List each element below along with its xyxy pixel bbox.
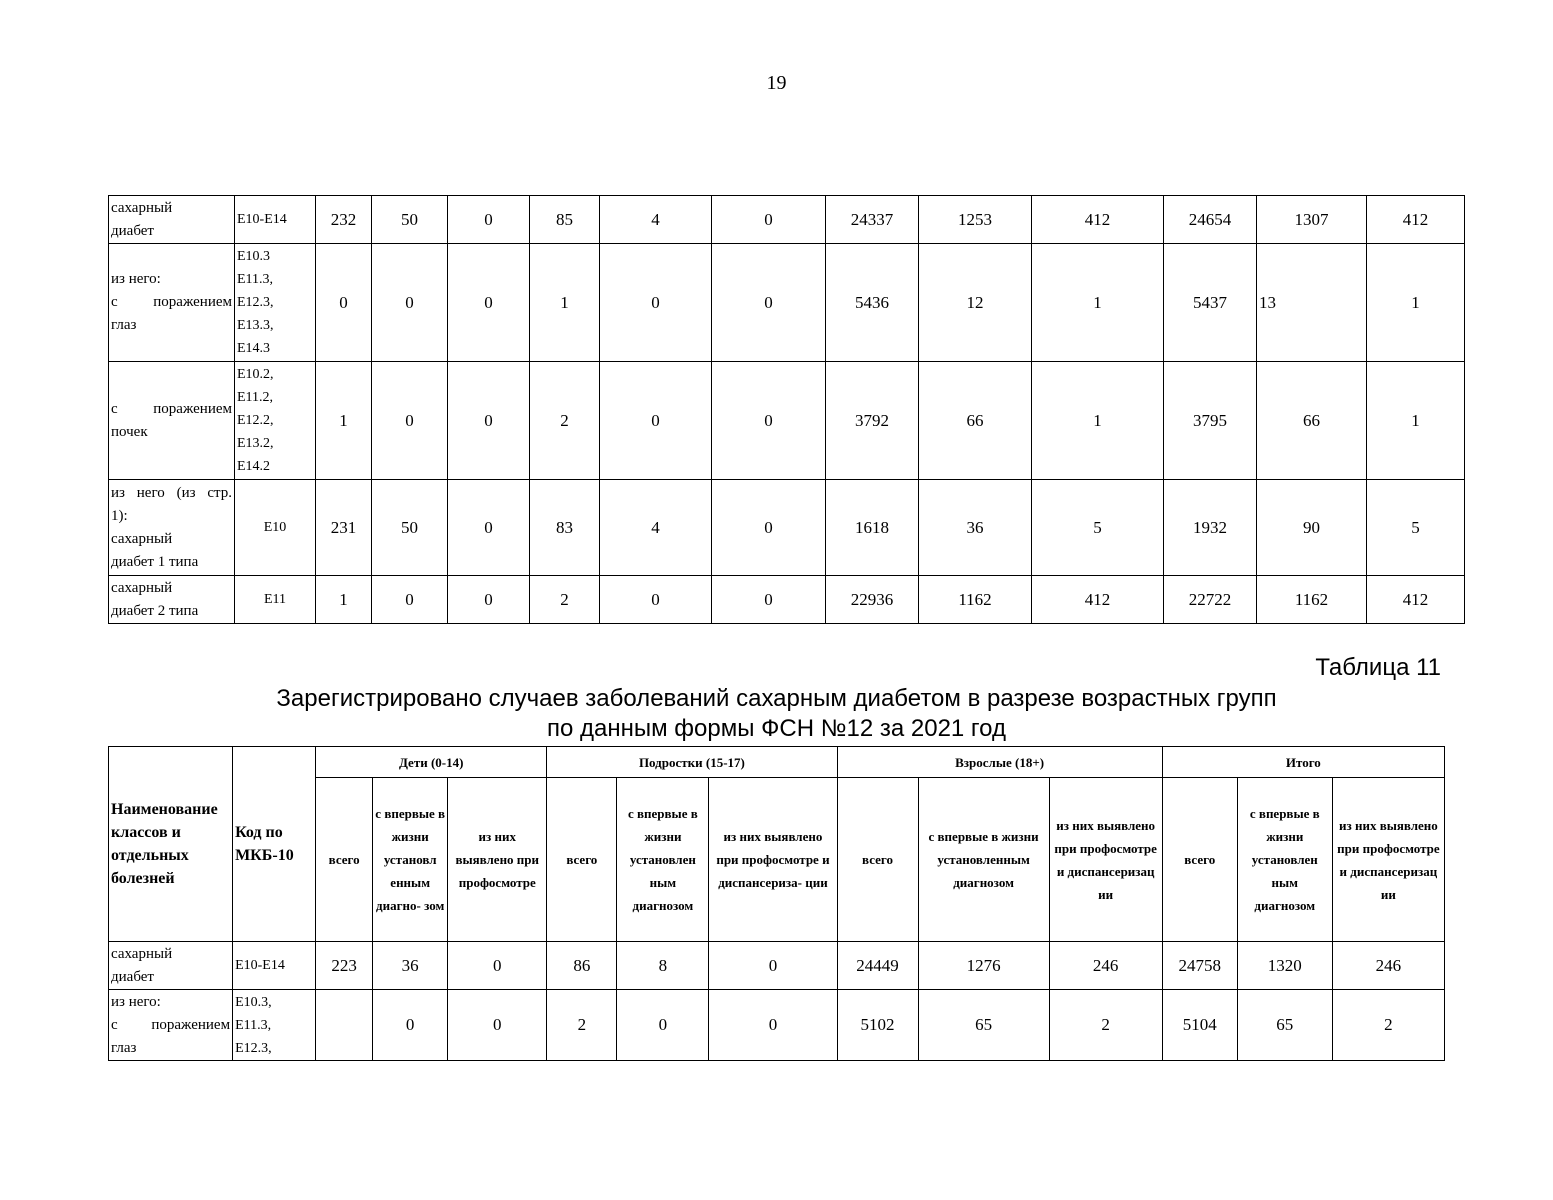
group-header-row [109,747,1445,778]
cell: 90 [1257,480,1367,576]
cell: 13 [1257,244,1367,362]
sub-header: из них выявлено при профосмотре и диспансеризац ии [1332,778,1444,942]
cell: 36 [919,480,1032,576]
cell: 5102 [837,990,918,1061]
sub-header: всего [547,778,617,942]
cell: 412 [1367,196,1465,244]
header-code: Код по МКБ-10 [233,747,316,942]
table-title [0,684,1553,744]
cell: 1 [530,244,600,362]
cell: 3792 [826,362,919,480]
cell: 0 [712,196,826,244]
cell: 232 [316,196,372,244]
row-name: сахарный диабет 2 типа [109,576,235,624]
table-caption-number: Таблица 11 [1315,654,1441,681]
cell: 1 [316,362,372,480]
cell: 0 [448,990,547,1061]
header-group-adults: Взрослые (18+) [837,747,1162,778]
cell: 0 [372,576,448,624]
cell: 4 [600,480,712,576]
sub-header: всего [837,778,918,942]
cell: 5104 [1162,990,1237,1061]
cell: 1618 [826,480,919,576]
cell: 1 [316,576,372,624]
cell: 0 [448,480,530,576]
cell: 2 [1049,990,1162,1061]
cell: 86 [547,942,617,990]
cell: 8 [617,942,709,990]
cell: 65 [1237,990,1332,1061]
cell: 85 [530,196,600,244]
sub-header: из них выявлено при профосмотре и диспансериза- ции [709,778,837,942]
cell: 0 [448,576,530,624]
sub-header: с впервые в жизни установл енным диагно- зом [373,778,448,942]
row-name: из него: с поражением глаз [109,990,233,1061]
cell: 12 [919,244,1032,362]
cell: 5 [1367,480,1465,576]
cell: 0 [600,576,712,624]
header-group-children: Дети (0-14) [316,747,547,778]
row-code: E10-E14 [235,196,316,244]
cell: 0 [712,362,826,480]
cell: 1162 [919,576,1032,624]
table-11 [108,746,1445,1061]
sub-header: с впервые в жизни установленным диагнозом [918,778,1049,942]
cell: 1 [1367,362,1465,480]
cell: 0 [709,942,837,990]
cell: 0 [372,244,448,362]
cell: 0 [448,362,530,480]
cell: 0 [617,990,709,1061]
cell: 1253 [919,196,1032,244]
cell: 246 [1332,942,1444,990]
cell [316,990,373,1061]
cell: 0 [448,244,530,362]
cell: 3795 [1164,362,1257,480]
cell: 223 [316,942,373,990]
table-row [109,990,1445,1061]
cell: 0 [712,480,826,576]
cell: 0 [448,942,547,990]
sub-header: с впервые в жизни установлен ным диагнозом [617,778,709,942]
cell: 50 [372,196,448,244]
cell: 1307 [1257,196,1367,244]
continued-table [108,195,1465,624]
sub-header: с впервые в жизни установлен ным диагнозом [1237,778,1332,942]
cell: 0 [373,990,448,1061]
table-title-line-1: Зарегистрировано случаев заболеваний сахарным диабетом в разрезе возрастных групп [276,685,1277,712]
header-name: Наименование классов и отдельных болезней [109,747,233,942]
cell: 1320 [1237,942,1332,990]
cell: 231 [316,480,372,576]
cell: 22936 [826,576,919,624]
cell: 2 [1332,990,1444,1061]
cell: 5436 [826,244,919,362]
row-name: из него (из стр. 1): сахарный диабет 1 типа [109,480,235,576]
cell: 412 [1032,196,1164,244]
cell: 1 [1032,362,1164,480]
row-code: E10-E14 [233,942,316,990]
cell: 2 [530,362,600,480]
cell: 0 [709,990,837,1061]
table-title-line-2: по данным формы ФСН №12 за 2021 год [547,715,1006,742]
header-group-total: Итого [1162,747,1444,778]
cell: 0 [372,362,448,480]
cell: 65 [918,990,1049,1061]
cell: 1276 [918,942,1049,990]
cell: 24337 [826,196,919,244]
row-code: E10.2, E11.2, E12.2, E13.2, E14.2 [235,362,316,480]
header-group-teens: Подростки (15-17) [547,747,837,778]
row-code: E10.3 E11.3, E12.3, E13.3, E14.3 [235,244,316,362]
cell: 0 [316,244,372,362]
cell: 1 [1032,244,1164,362]
row-code: E10 [235,480,316,576]
cell: 0 [448,196,530,244]
cell: 2 [530,576,600,624]
table-row [109,244,1465,362]
cell: 24449 [837,942,918,990]
cell: 0 [712,576,826,624]
sub-header: всего [316,778,373,942]
sub-header: из них выявлено при профосмотре [448,778,547,942]
cell: 2 [547,990,617,1061]
cell: 50 [372,480,448,576]
cell: 24654 [1164,196,1257,244]
cell: 412 [1367,576,1465,624]
cell: 1932 [1164,480,1257,576]
table-row [109,942,1445,990]
table-row [109,576,1465,624]
cell: 66 [919,362,1032,480]
cell: 4 [600,196,712,244]
sub-header: всего [1162,778,1237,942]
cell: 412 [1032,576,1164,624]
cell: 5 [1032,480,1164,576]
row-code: E10.3, E11.3, E12.3, [233,990,316,1061]
cell: 0 [600,244,712,362]
table-row [109,362,1465,480]
page-number: 19 [766,72,787,94]
cell: 0 [712,244,826,362]
row-name: с поражением почек [109,362,235,480]
cell: 1 [1367,244,1465,362]
cell: 0 [600,362,712,480]
row-name: из него: с поражением глаз [109,244,235,362]
cell: 83 [530,480,600,576]
cell: 246 [1049,942,1162,990]
cell: 24758 [1162,942,1237,990]
cell: 66 [1257,362,1367,480]
table-row [109,480,1465,576]
cell: 5437 [1164,244,1257,362]
sub-header: из них выявлено при профосмотре и диспансеризац ии [1049,778,1162,942]
cell: 22722 [1164,576,1257,624]
cell: 36 [373,942,448,990]
table-row [109,196,1465,244]
row-name: сахарный диабет [109,196,235,244]
cell: 1162 [1257,576,1367,624]
row-code: E11 [235,576,316,624]
row-name: сахарный диабет [109,942,233,990]
